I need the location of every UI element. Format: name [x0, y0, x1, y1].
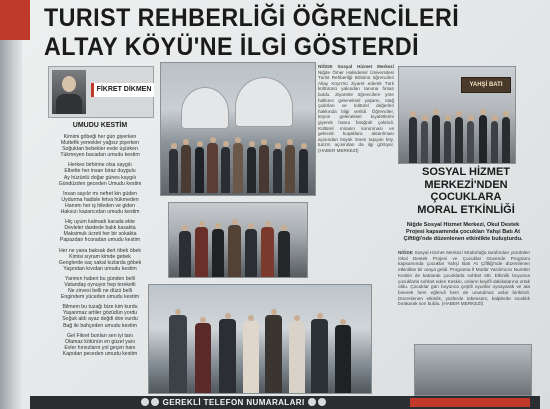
poem-line: Bağ ile bahçeden umudu kestim — [63, 322, 137, 329]
article-photo-ranch — [398, 66, 516, 164]
main-headline — [44, 4, 490, 62]
poem-line: Genglerde saç sakal kızlarda göbek — [58, 259, 142, 266]
poem-line: Soğuktan bebekler evde üşürken — [62, 146, 138, 153]
poem-line: Tükmeyen bacadan umudu kestim — [60, 152, 140, 159]
poem-line: Papazdan fıcoradan umudu kestim — [59, 237, 141, 244]
poem-line: Muttefik yemekler yağsız pişerken — [60, 140, 140, 147]
headline-line-2: ALTAY KÖYÜ'NE İLGİ GÖSTERDİ — [44, 33, 420, 61]
phone-dot-icon — [308, 398, 316, 406]
poem-stanza — [46, 219, 154, 243]
phone-dot-icon — [141, 398, 149, 406]
poem-line: Herkes birbirine olsa saygılı — [68, 162, 132, 169]
poem-line: Yanmın haberi bu günden belli — [65, 275, 135, 282]
footer-banner — [30, 396, 540, 409]
poem-line: Ne zirvesi belli ne düzü belli — [67, 288, 132, 295]
poem-line: Evler hırsızların yol geçen hanı — [64, 344, 136, 351]
poem-line: Haksızı kazancıdan umudu kestim — [60, 209, 140, 216]
poem-line: Hanımı her iş hileden ve giden — [64, 202, 136, 209]
poem-line: Vatandaş oynuyor hep tereketli — [64, 281, 136, 288]
phone-dot-icon — [151, 398, 159, 406]
right-headline-line-4: MORAL ETKİNLİĞİ — [417, 203, 515, 216]
ranch-sign: YAHŞİ BATI — [461, 77, 511, 93]
middle-article-text — [318, 64, 394, 226]
poem-stanza — [46, 304, 154, 328]
poem-line: Yaşanmaz artiler gözüdün yordu — [62, 310, 138, 317]
poem-line: Maksimuk ücreti her bir sokakta — [63, 231, 137, 238]
poem-line: Uydurma hadisle fetva hükmeden — [61, 196, 139, 203]
right-headline-line-1: SOSYAL HİZMET — [421, 166, 511, 178]
article-photo-costumes — [168, 202, 308, 278]
right-article-subhead: Niğde Sosyal Hizmet Merkezi, Okul Destek Projesi kapsamında çocukları Yahşi Batı At Çiftliği'nde düzenlenen etkinlikte buluşturdu. — [403, 222, 523, 242]
phone-dot-icon — [318, 398, 326, 406]
poem-line: Kimimi göbeği her gün giyerken — [63, 134, 137, 140]
poem-stanza — [46, 276, 154, 300]
right-article-headline — [404, 166, 528, 216]
middle-article-lead: NİĞDE Sosyal Hizmet Merkezi — [318, 64, 394, 69]
footer-label-wrap — [140, 396, 327, 409]
poem-line: Devleler dardede balık kasakta — [64, 225, 136, 232]
poem-line: Insan sayılır mı nefret kin güden — [63, 190, 137, 197]
poem-line: Ay hüzünlü doğar günes kaygılı — [63, 174, 137, 181]
poem-line: Kapıdan peceden umudu kestim — [62, 350, 138, 357]
poem-stanza — [46, 162, 154, 186]
right-article-lead: NİĞDE — [398, 250, 413, 255]
poem-stanza — [46, 248, 154, 272]
footer-label: GEREKLİ TELEFON NUMARALARI — [162, 398, 305, 407]
poem-stanza — [46, 191, 154, 215]
right-headline-line-3: ÇOCUKLARA — [430, 191, 502, 203]
poem-title: UMUDU KESTİM — [72, 122, 128, 129]
middle-article-body: Niğde Ömer Halisdemir Üniversitesi Turist Rehberliği Bölümü öğrencileri Altay Köyü'nü ziyaret ederek Türk kültürünü yakından tanıma fırsatı buldu. Ziyarette öğrencilere yöre halkının geleneksel yaşamı, otağ çadırları ve kültürel değerleri hakkında bilgi verildi. Öğrenciler, köyün geleneksel kıyafetlerini giyerek hatıra fotoğrafı çektirdi. Kültürel mirasın korunması ve gelecek kuşaklara aktarılması açısından büyük önem taşıyan köy, turizm açısından da ilgi görüyor. (HABER MERKEZİ) — [318, 69, 394, 153]
poem-line: Kimisi sıyram kimde gebek — [69, 253, 131, 260]
page-fold-edge — [0, 0, 22, 409]
poem-line: Her ne yana baksak dert öbek öbek — [59, 247, 141, 254]
poem-body — [46, 134, 154, 361]
author-name: FİKRET DİKMEN — [91, 83, 154, 97]
poem-line: Olamaz kötünün en güzel yanı — [64, 338, 136, 345]
poem-line: Bilmem bu tuzağı bize kim kurdu — [62, 304, 138, 311]
right-headline-line-2: MERKEZİ'NDEN — [424, 178, 508, 191]
footer-red-bar — [410, 398, 530, 407]
poem-line: Hiç uyum kalmadı karada ekte — [65, 219, 135, 226]
poem-line: Gündüzden geceden Umudu kestim — [58, 180, 142, 187]
poem-column — [44, 62, 156, 398]
right-article-body — [398, 250, 530, 307]
poem-stanza — [46, 333, 154, 357]
right-article-text: Sosyal Hizmet Merkezi Müdürlüğü tarafından yürütülen Okul Destek Projesi ve Çocuklar Güvende Programı kapsamında çocuklar Yahşi Batı At Çiftliği'nde düzenlenen etkinlikte bir araya geldi. Programa İl Müdür Yardımcısı Nurettin Keskin de katılarak çocuklarla sohbet etti. Etkinlik boyunca çocuklarla sohbet eden Keskin, onların keyifli dakikalarına ortak oldu. Çocuklar gün boyunca çeşitli oyunlar oynayarak ve ata binerek hem eğlendi hem de unutulmaz anlar biriktirdi. Düzenlenen etkinlik, yüzlerde tebessüm, kalplerde sıcaklık bırakarak son buldu. (HABER MERKEZİ) — [398, 250, 530, 307]
poem-line: Gel Fikret bunları sen iyi tanı — [66, 332, 134, 339]
headline-line-1: TURIST REHBERLİĞİ ÖĞRENCİLERİ — [44, 4, 460, 32]
poem-stanza — [46, 134, 154, 158]
poem-line: Soğuk aldı ayaz değdi don vurdu — [62, 316, 138, 323]
poem-line: Engindem yüceden umudu kestim — [60, 294, 140, 301]
red-corner-tab — [0, 0, 30, 40]
poem-line: Yaşından kıvıdan umudu kestim — [63, 265, 137, 272]
poem-line: Elbette her insan biraz duygulu — [64, 168, 136, 175]
right-article-photo-bottom — [414, 344, 532, 396]
article-photo-yurts — [160, 62, 316, 196]
author-box — [48, 66, 154, 118]
author-photo — [52, 70, 86, 114]
article-photo-students — [148, 284, 372, 394]
